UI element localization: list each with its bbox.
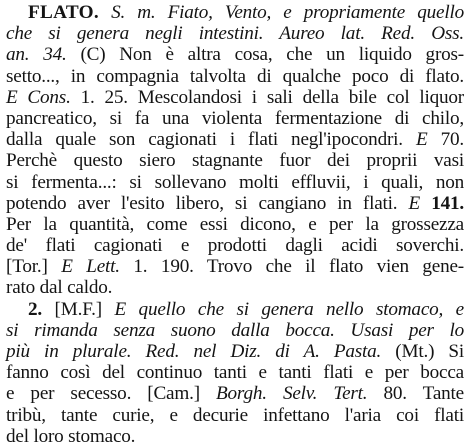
entry-text-segment: [M.F.] [42,298,115,320]
entry-line [6,277,464,298]
entry-text-segment: 80. Tante [367,383,464,405]
entry-text-segment: (C) Non è altra cosa, che un liquido gros- [66,44,464,66]
entry-text-segment: si fermenta...: si sollevano molti effluvii, i quali, non [6,171,464,193]
entry-text-segment: 141. [420,192,464,214]
entry-line [6,362,464,383]
entry-text-segment: (Mt.) Si [381,341,464,362]
entry-text-segment: S. m. Fiato, Vento, e propriamente quello [98,2,464,23]
entry-line [6,256,464,277]
entry-text-segment: de' flati cagionati e prodotti dagli acidi soverchi. [6,235,464,257]
entry-line [6,129,464,150]
entry-text-segment: setto..., in compagnia talvolta di qualche poco di flato. [6,65,464,87]
entry-text-segment: 1. 190. Trovo che il flato vien gene- [119,256,464,278]
entry-line [6,383,464,404]
entry-line [6,2,464,23]
entry-text-segment: più in plurale. Red. nel Diz. di A. Pasta. [6,341,382,362]
entry-text-segment: 1. 25. Mescolandosi i sali della bile col liquor [70,86,464,108]
entry-line [6,108,464,129]
entry-line [6,66,464,87]
entry-line [6,426,464,447]
entry-line [6,172,464,193]
entry-line [6,214,464,235]
entry-text-segment: dalla quale son cagionati i flati negl'ipocondri. [6,129,416,151]
entry-text-segment: tribù, tante curie, e decurie infettano l'aria coi flati [6,404,464,426]
entry-line [6,299,464,320]
entry-line [6,341,464,362]
entry-text-segment: del loro stomaco. [6,425,136,447]
entry-line [6,193,464,214]
entry-text-segment: an. 34. [6,44,67,66]
entry-text-segment: che si genera negli intestini. Aureo lat. Red. Oss. [6,23,464,45]
entry-text-segment: E Cons. [6,86,71,108]
entry-text-segment: rato dal caldo. [6,277,113,299]
entry-text-segment: Perchè questo siero stagnante fuor dei proprii vasi [6,150,464,172]
entry-line [6,405,464,426]
entry-line [6,150,464,171]
entry-text-segment: E quello che si genera nello stomaco, e [114,298,464,320]
entry-line [6,320,464,341]
entry-text-segment: [Tor.] [6,256,62,278]
entry-text-segment: pancreatico, si fa una violenta fermentazione di chilo, [6,107,464,129]
entry-line [6,235,464,256]
entry-text-segment: E [415,129,428,151]
entry-line [6,23,464,44]
entry-text-segment: si rimanda senza suono dalla bocca. Usasi per lo [6,319,464,341]
entry-text-segment: E Lett. [61,256,120,278]
entry-text-segment: fanno così del continuo tanti e tanti flati e per bocca [6,362,464,384]
entry-text-segment: E [408,192,421,214]
entry-line [6,87,464,108]
headword: FLATO. [28,2,99,23]
entry-text-segment: e per secesso. [Cam.] [6,383,216,405]
entry-text-segment: 70. [427,129,465,151]
entry-line [6,44,464,65]
entry-text-segment: 2. [28,298,42,320]
entry-text-segment: potendo aver l'esito libero, si cangiano in flati. [6,192,409,214]
entry-text-segment: Borgh. Selv. Tert. [215,383,368,405]
entry-text-segment: Per la quantità, come essi dicono, e per la grossezza [6,213,464,235]
dictionary-entry-flato [6,2,464,447]
